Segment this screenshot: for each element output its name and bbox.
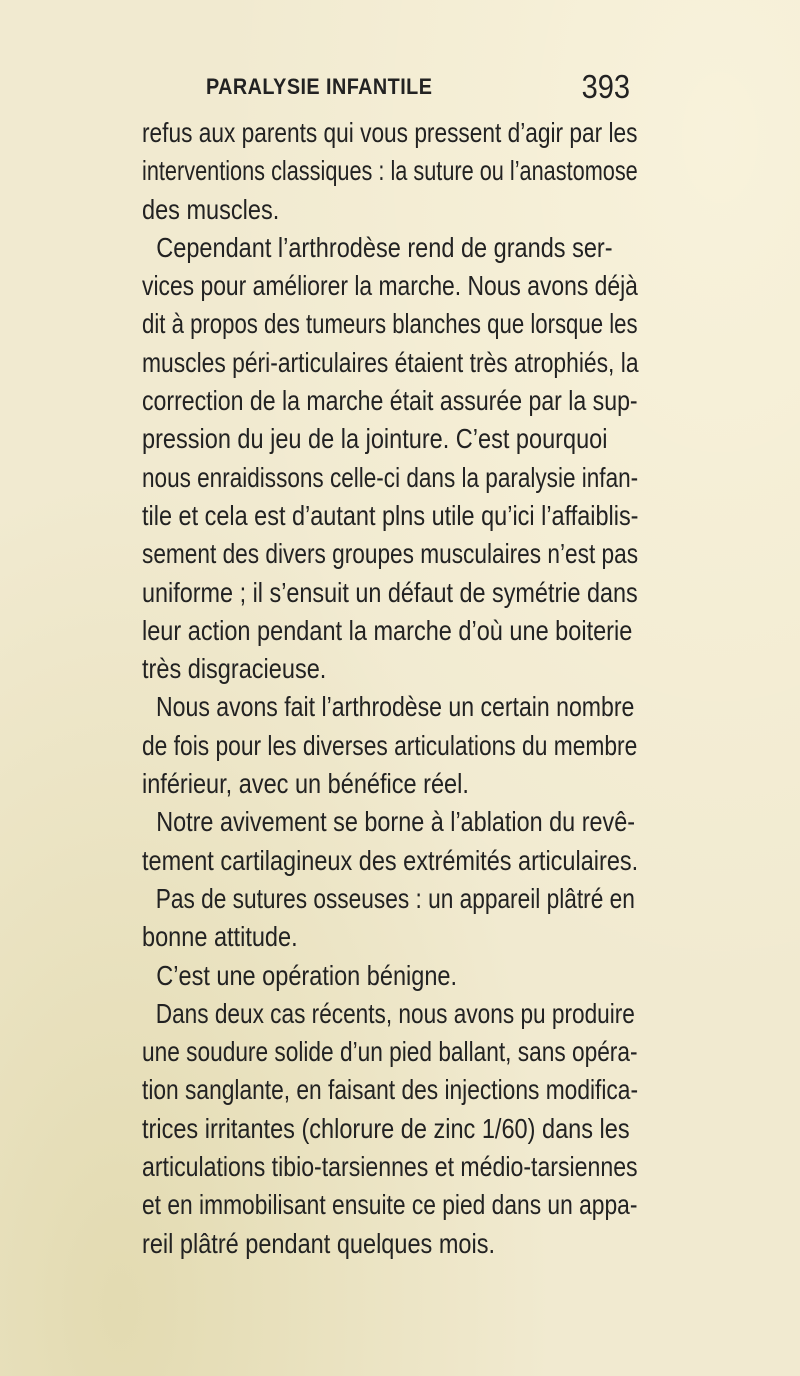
text-line: sement des divers groupes musculaires n’est pas <box>142 538 639 570</box>
text-line: vices pour améliorer la marche. Nous avons déjà <box>142 270 638 302</box>
running-title: PARALYSIE INFANTILE <box>206 74 433 99</box>
text-line: dit à propos des tumeurs blanches que lorsque les <box>142 308 638 340</box>
text-line: tion sanglante, en faisant des injections modifica- <box>142 1074 639 1106</box>
text-line: très disgracieuse. <box>142 653 327 685</box>
text-line: muscles péri-articulaires étaient très atrophiés, la <box>142 346 639 378</box>
text-line: des muscles. <box>142 193 280 225</box>
text-line: Nous avons fait l’arthrodèse un certain nombre <box>156 691 635 723</box>
text-line: trices irritantes (chlorure de zinc 1/60) dans les <box>142 1112 630 1144</box>
text-line: et en immobilisant ensuite ce pied dans un appa- <box>142 1189 638 1221</box>
text-line: reil plâtré pendant quelques mois. <box>142 1227 496 1259</box>
text-line: nous enraidissons celle-ci dans la paralysie infan- <box>142 461 639 493</box>
text-line: de fois pour les diverses articulations du membre <box>142 729 638 761</box>
text-line: Cependant l’arthrodèse rend de grands ser- <box>156 231 613 263</box>
text-line: uniforme ; il s’ensuit un défaut de symétrie dans <box>142 576 638 608</box>
text-line: inférieur, avec un bénéfice réel. <box>142 768 469 800</box>
text-line: tement cartilagineux des extrémités articulaires. <box>142 844 639 876</box>
text-line: correction de la marche était assurée par la sup- <box>142 385 638 417</box>
text-line: bonne attitude. <box>142 921 298 953</box>
page-number: 393 <box>581 68 630 105</box>
text-line: Dans deux cas récents, nous avons pu produire <box>155 997 635 1029</box>
text-line: leur action pendant la marche d’où une boiterie <box>142 614 633 646</box>
text-line: Notre avivement se borne à l’ablation du revê- <box>156 806 636 838</box>
text-line: une soudure solide d’un pied ballant, sans opéra- <box>142 1036 638 1068</box>
text-line: interventions classiques : la suture ou l’anastomose <box>142 155 638 187</box>
body-text <box>142 114 638 1263</box>
text-line: articulations tibio-tarsiennes et médio-tarsiennes <box>142 1151 638 1183</box>
text-line: Pas de sutures osseuses : un appareil plâtré en <box>155 882 635 914</box>
running-head <box>196 68 630 108</box>
text-line: refus aux parents qui vous pressent d’agir par les <box>142 117 638 148</box>
text-line: pression du jeu de la jointure. C’est pourquoi <box>142 423 608 455</box>
text-line: tile et cela est d’autant plns utile qu’ici l’affaiblis- <box>142 499 639 531</box>
text-line: C’est une opération bénigne. <box>156 959 458 991</box>
